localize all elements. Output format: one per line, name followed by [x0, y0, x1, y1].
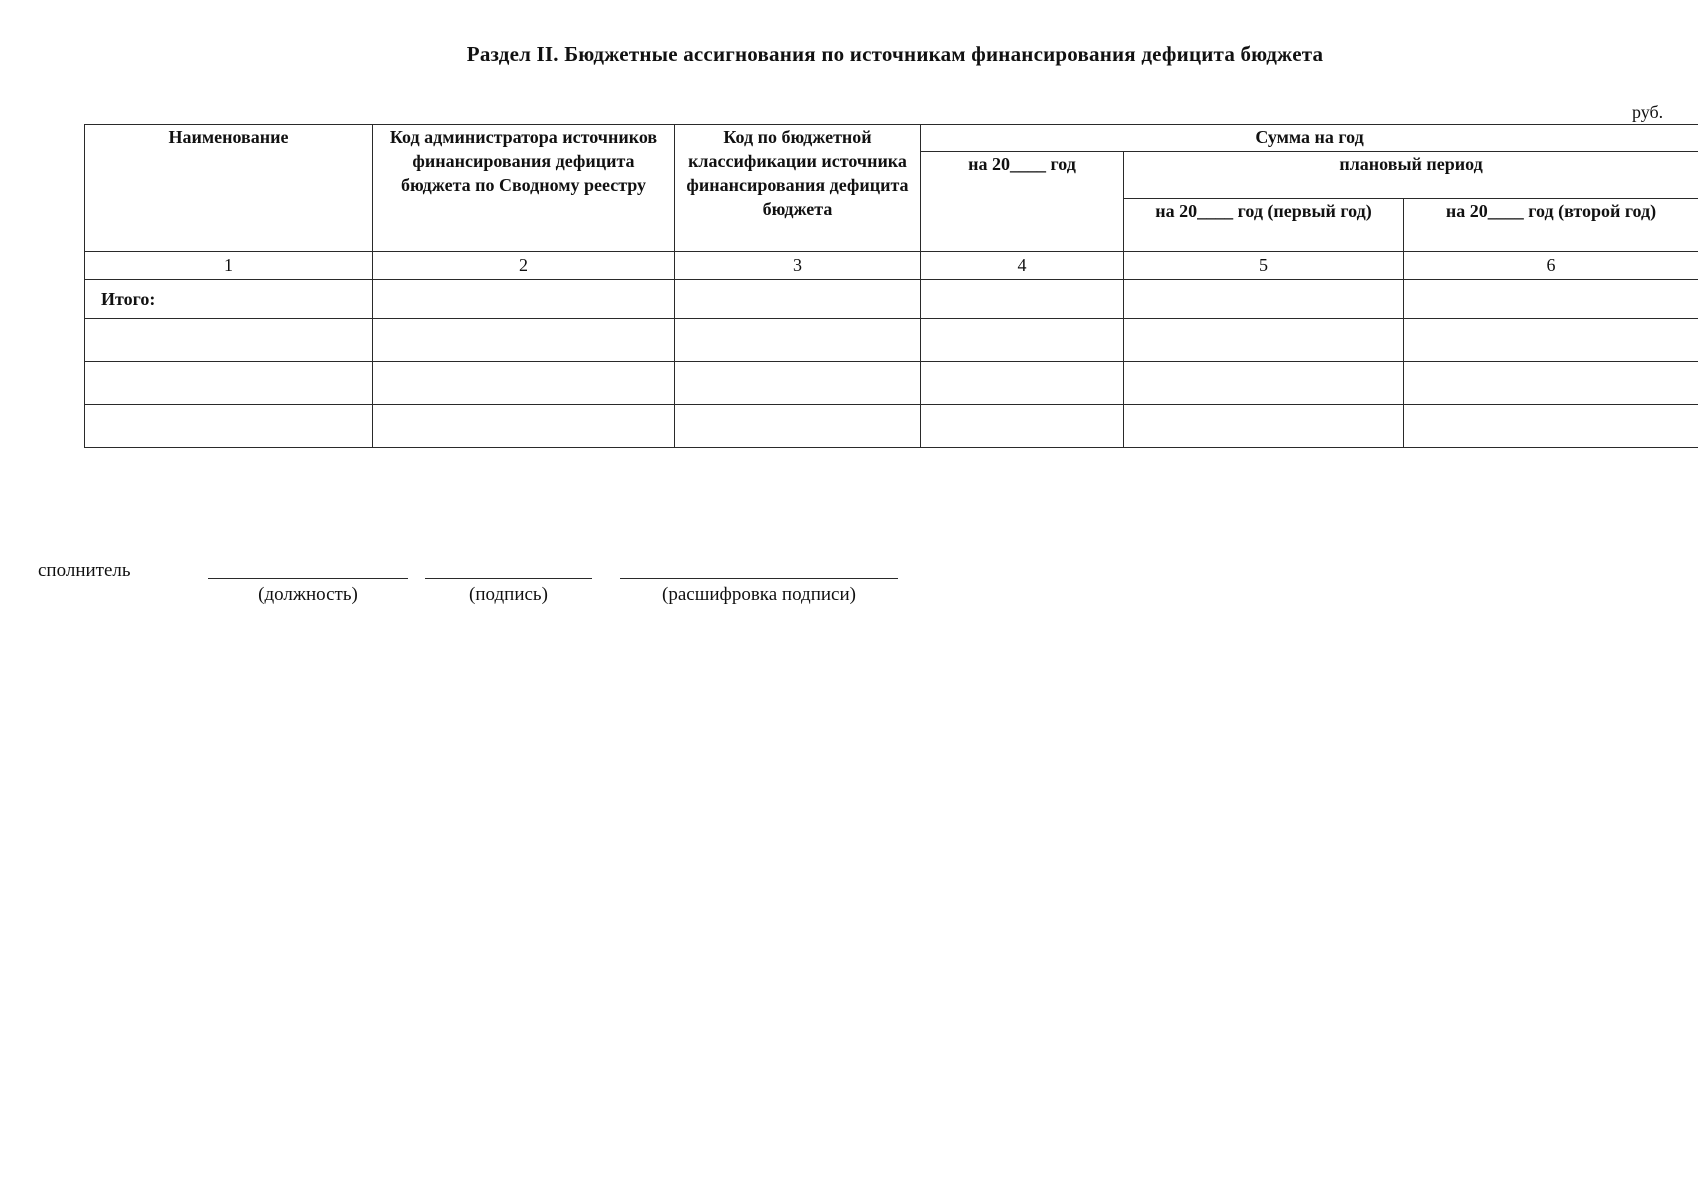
table-cell: [1404, 362, 1698, 405]
table-cell: [675, 405, 921, 448]
table-cell: [921, 319, 1124, 362]
table-cell: [675, 319, 921, 362]
column-number: 1: [85, 252, 373, 280]
column-number: 4: [921, 252, 1124, 280]
signature-block: [0, 560, 1698, 620]
table-row: [85, 405, 1698, 448]
column-number: 5: [1124, 252, 1404, 280]
table-cell: [675, 362, 921, 405]
table-cell: [85, 362, 373, 405]
header-name: Наименование: [85, 125, 373, 252]
total-row: [85, 280, 1698, 319]
column-number: 6: [1404, 252, 1698, 280]
signature-caption: (подпись): [469, 584, 548, 605]
signature-line: [425, 578, 592, 579]
table-cell: [373, 280, 675, 319]
column-number: 2: [373, 252, 675, 280]
currency-unit: руб.: [1632, 102, 1664, 122]
table-cell: [921, 405, 1124, 448]
table-cell: [373, 362, 675, 405]
table-row: [85, 319, 1698, 362]
table-cell: [373, 405, 675, 448]
header-sum-per-year: Сумма на год: [921, 125, 1698, 152]
header-current-year: на 20____ год: [921, 152, 1124, 252]
decoding-line: [620, 578, 898, 579]
table-cell: [1124, 319, 1404, 362]
table-cell: [1404, 405, 1698, 448]
table-row: [85, 362, 1698, 405]
document-title: Раздел II. Бюджетные ассигнования по источникам финансирования дефицита бюджета: [466, 42, 1324, 66]
header-planning-period: плановый период: [1124, 152, 1698, 199]
table-cell: [85, 405, 373, 448]
table-header-row: [85, 125, 1698, 152]
position-caption: (должность): [258, 584, 358, 605]
column-number: 3: [675, 252, 921, 280]
table-cell: [675, 280, 921, 319]
table-cell: [373, 319, 675, 362]
table-cell: [1124, 405, 1404, 448]
table-cell: [1404, 319, 1698, 362]
header-admin-code: Код администратора источников финансирования дефицита бюджета по Сводному реестру: [373, 125, 675, 252]
table-cell: [85, 319, 373, 362]
header-first-year: на 20____ год (первый год): [1124, 199, 1404, 252]
executor-label: сполнитель: [38, 560, 131, 581]
table-cell: [1404, 280, 1698, 319]
position-line: [208, 578, 408, 579]
total-label: Итого:: [85, 280, 373, 319]
table-cell: [1124, 362, 1404, 405]
header-classification-code: Код по бюджетной классификации источника финансирования дефицита бюджета: [675, 125, 921, 252]
decoding-caption: (расшифровка подписи): [662, 584, 856, 605]
table-cell: [921, 280, 1124, 319]
table-cell: [921, 362, 1124, 405]
budget-allocations-table: [84, 124, 1698, 448]
table-cell: [1124, 280, 1404, 319]
header-second-year: на 20____ год (второй год): [1404, 199, 1698, 252]
column-number-row: [85, 252, 1698, 280]
